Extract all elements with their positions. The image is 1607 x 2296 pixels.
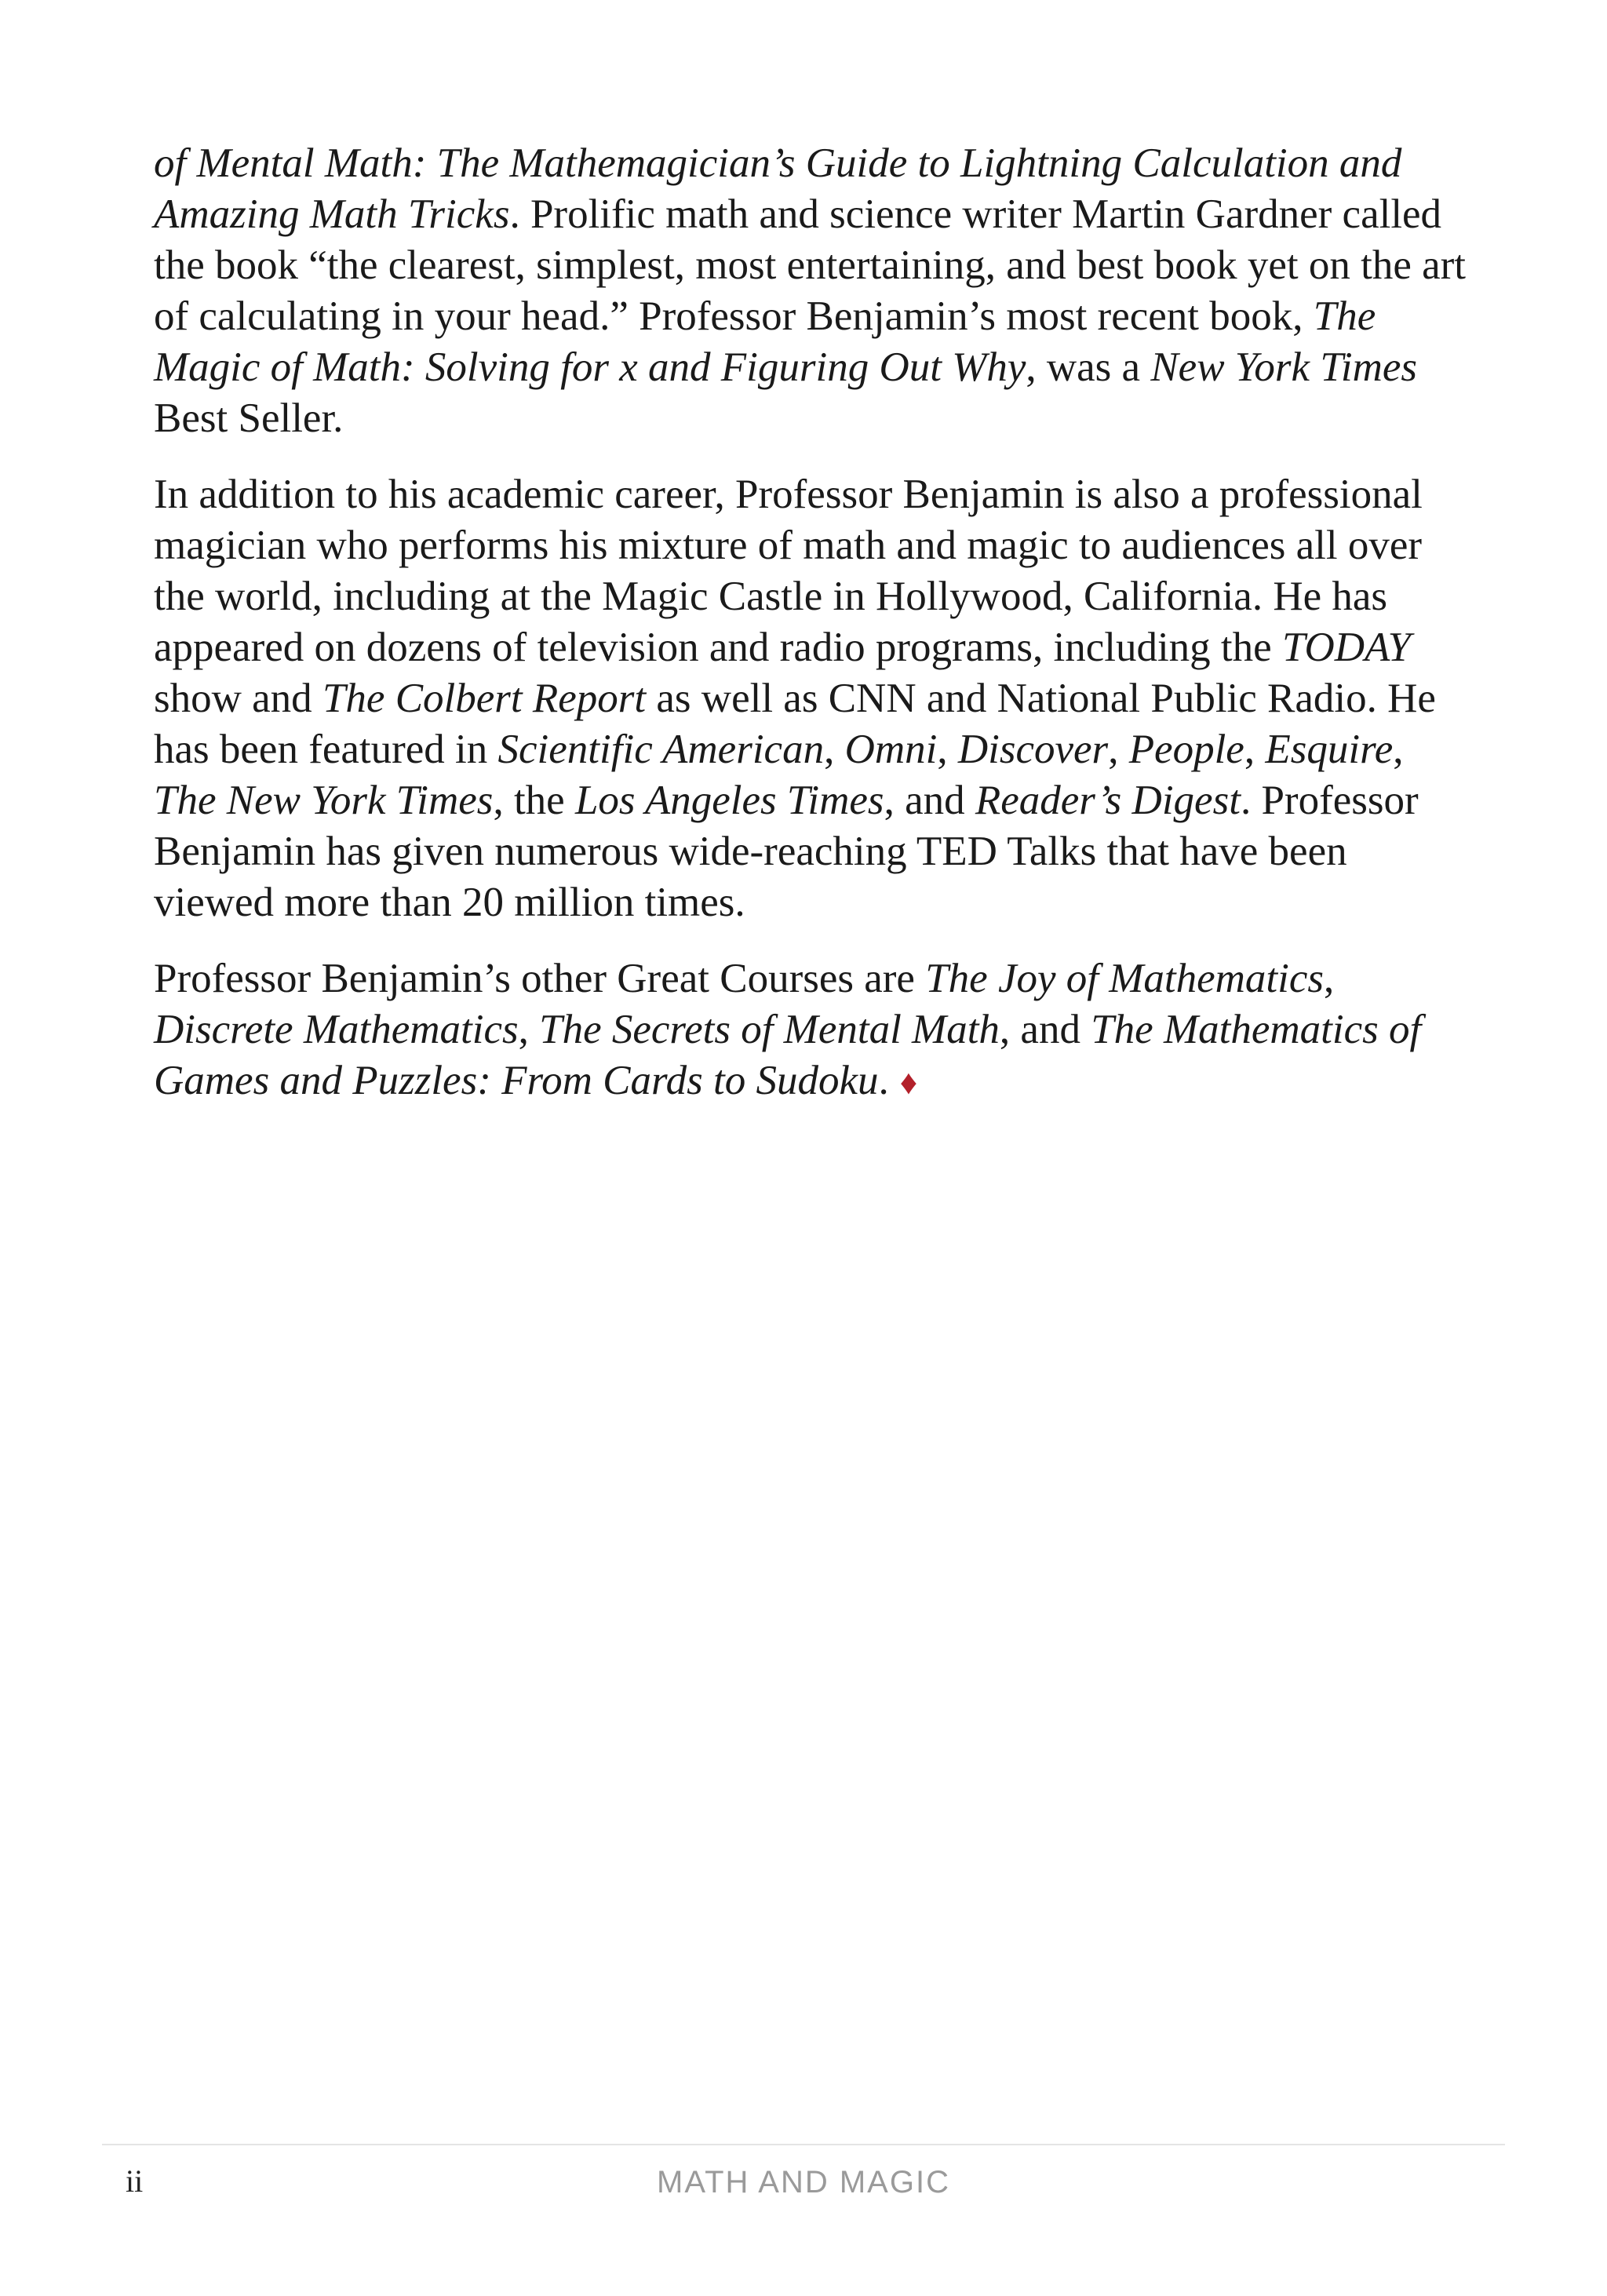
running-title: MATH AND MAGIC bbox=[657, 2165, 950, 2199]
body-text-run: , bbox=[1108, 727, 1129, 772]
italic-title-text: The Secrets of Mental Math bbox=[539, 1007, 1000, 1052]
body-text-run: , bbox=[937, 727, 958, 772]
italic-title-text: New York Times bbox=[1150, 344, 1418, 390]
body-text-run: , bbox=[1244, 727, 1266, 772]
body-text-run: show and bbox=[154, 676, 322, 721]
body-text-run: . Professor Benjamin has given numerous wide-reaching TED Talks that have been viewed more than 20 million times. bbox=[154, 778, 1419, 925]
italic-title-text: TODAY bbox=[1281, 625, 1411, 670]
body-text-run: , bbox=[1393, 727, 1404, 772]
italic-title-text: The Colbert Report bbox=[322, 676, 647, 721]
footer-divider bbox=[102, 2144, 1505, 2145]
italic-title-text: The New York Times bbox=[154, 778, 494, 823]
italic-title-text: Discover bbox=[957, 727, 1109, 772]
body-text-run: . Prolific math and science writer Martin Gardner called the book “the clearest, simplest, most entertaining, and best book yet on the art of calculating in your head.” Professor Benjamin’s most recent book, bbox=[154, 191, 1467, 339]
page-number: ii bbox=[126, 2163, 144, 2199]
body-text-run: , and bbox=[884, 778, 975, 823]
body-text-run: , bbox=[1324, 956, 1335, 1001]
body-text-run: , bbox=[824, 727, 845, 772]
italic-title-text: The Mathematics of Games and Puzzles: From Cards to Sudoku bbox=[154, 1007, 1422, 1103]
italic-title-text: Omni bbox=[844, 727, 938, 772]
body-text-run: . bbox=[878, 1058, 889, 1103]
body-text-run: , and bbox=[999, 1007, 1091, 1052]
italic-title-text: Scientific American bbox=[497, 727, 825, 772]
end-mark-diamond-icon: ♦ bbox=[899, 1063, 918, 1102]
paragraph-other-courses bbox=[154, 953, 1472, 1108]
italic-title-text: Los Angeles Times bbox=[574, 778, 884, 823]
italic-title-text: People bbox=[1128, 727, 1244, 772]
body-text-run: Best Seller. bbox=[154, 395, 344, 441]
paragraph-book-info bbox=[154, 138, 1472, 444]
italic-title-text: Reader’s Digest bbox=[975, 778, 1241, 823]
body-text-run: , the bbox=[493, 778, 575, 823]
italic-title-text: of Mental Math: The Mathemagician’s Guide to Lightning Calculation and Amazing Math Tricks bbox=[154, 140, 1402, 237]
body-text-run: , bbox=[518, 1007, 540, 1052]
body-text-run: , was a bbox=[1026, 344, 1151, 390]
italic-title-text: The Joy of Mathematics bbox=[925, 956, 1324, 1001]
body-text-run: as well as CNN and National Public Radio. He has been featured in bbox=[154, 676, 1436, 772]
italic-title-text: Esquire bbox=[1265, 727, 1394, 772]
paragraph-magician-career bbox=[154, 469, 1472, 928]
italic-title-text: The Magic of Math: Solving for x and Figuring Out Why bbox=[154, 293, 1376, 390]
italic-title-text: Discrete Mathematics bbox=[154, 1007, 519, 1052]
body-text-run: In addition to his academic career, Professor Benjamin is also a professional magician who performs his mixture of math and magic to audiences all over the world, including at the Magic Castle in Hollywood, California. He has appeared on dozens of television and radio programs, including the bbox=[154, 472, 1423, 670]
body-text-run: Professor Benjamin’s other Great Courses are bbox=[154, 956, 926, 1001]
body-text bbox=[154, 138, 1472, 1133]
